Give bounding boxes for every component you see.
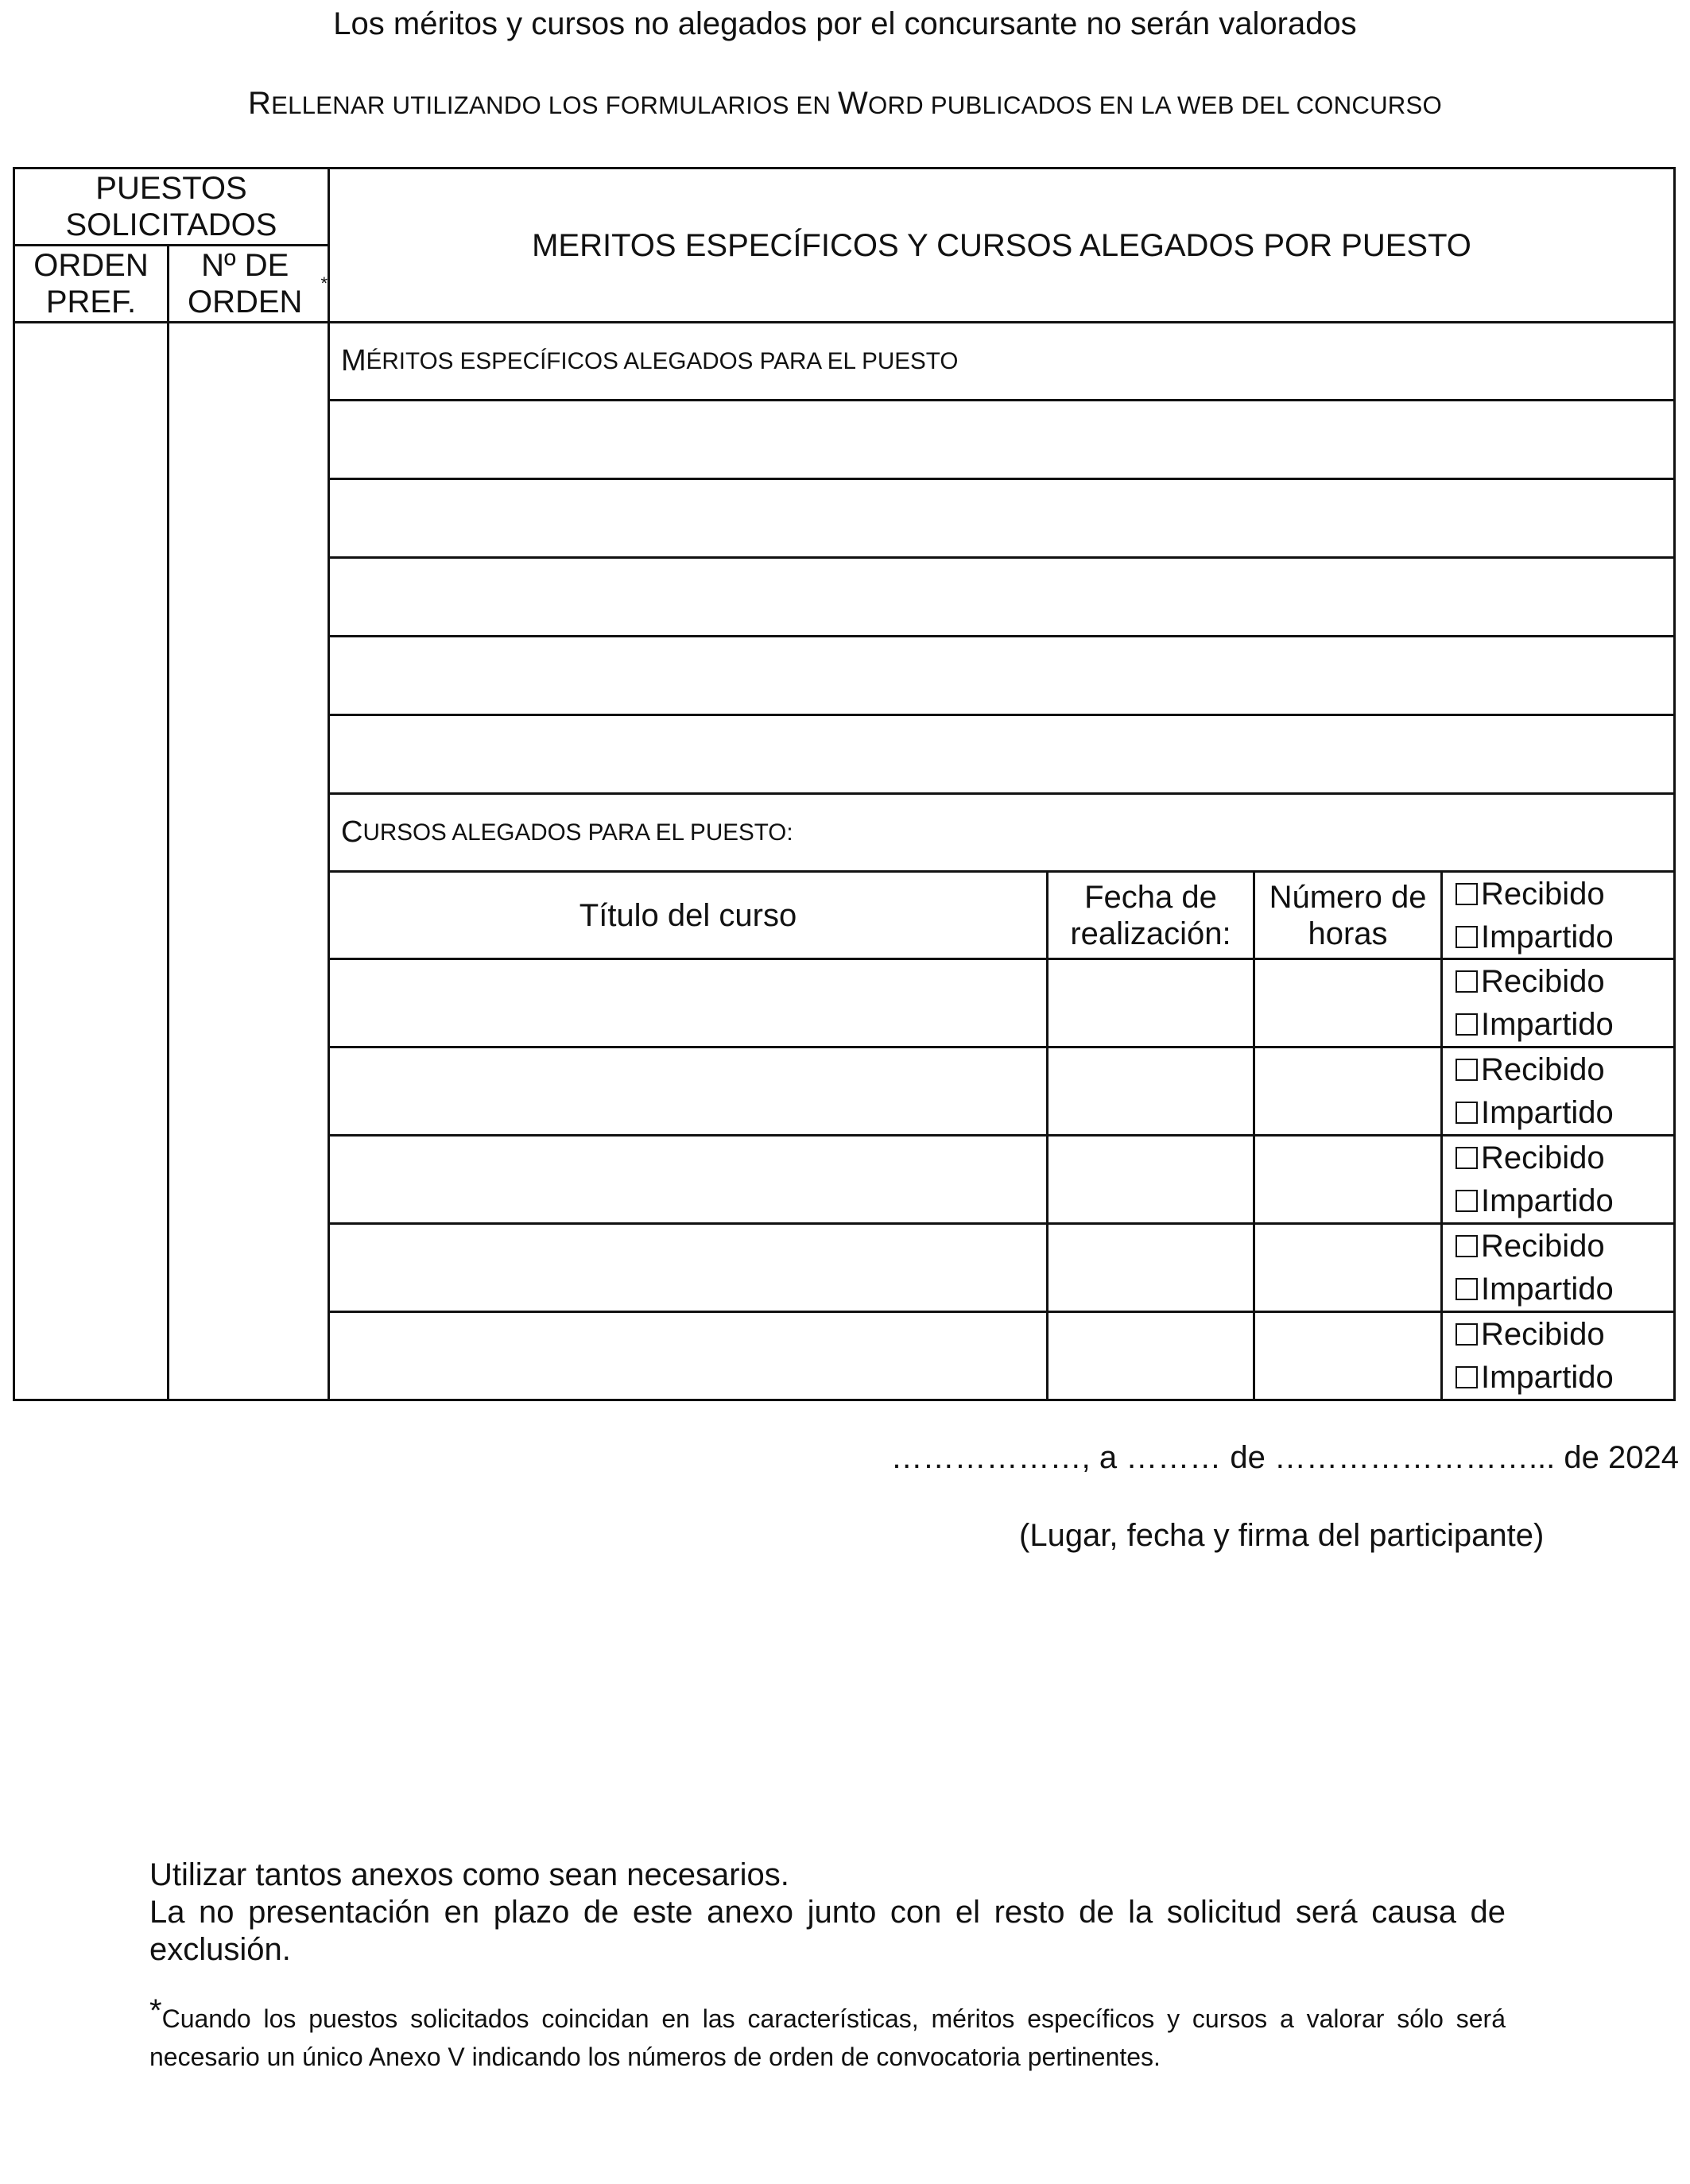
course-title-input[interactable]	[330, 1225, 1046, 1311]
footnote-text: Cuando los puestos solicitados coincidan en las características, méritos específicos y cursos a valorar sólo será necesario un único Anexo V indicando los números de orden de convocatoria pertinentes.	[149, 2004, 1506, 2071]
course-hours-input[interactable]	[1255, 1225, 1440, 1311]
checkbox-icon[interactable]	[1455, 1235, 1478, 1257]
course-check-cell	[1443, 1048, 1673, 1134]
note-exclusion: La no presentación en plazo de este anexo junto con el resto de la solicitud será causa de exclusión.	[149, 1895, 1506, 1967]
recibido-label: Recibido	[1481, 964, 1605, 999]
recibido-label: Recibido	[1481, 1052, 1605, 1087]
course-check-cell	[1443, 960, 1673, 1046]
course-check-cell	[1443, 1225, 1673, 1311]
meritos-label-rest: ÉRITOS ESPECÍFICOS ALEGADOS PARA EL PUESTO	[366, 347, 959, 374]
orden-pref-input[interactable]	[15, 323, 167, 1399]
cursos-label-rest: URSOS ALEGADOS PARA EL PUESTO:	[362, 819, 793, 846]
recibido-option[interactable]	[1455, 873, 1673, 916]
merit-row-input[interactable]	[330, 716, 1673, 792]
course-check-header	[1443, 873, 1673, 958]
puestos-solicitados-header: PUESTOS SOLICITADOS	[65, 171, 277, 242]
merit-row-input[interactable]	[330, 401, 1673, 478]
impartido-label: Impartido	[1481, 1360, 1614, 1395]
merits-form-table	[13, 167, 1676, 1401]
header-instructions-part: ELLENAR UTILIZANDO LOS FORMULARIOS EN	[271, 91, 839, 119]
course-check-cell	[1443, 1137, 1673, 1222]
header-instructions-part: W	[838, 86, 868, 121]
signature-caption: (Lugar, fecha y firma del participante)	[1019, 1518, 1545, 1553]
impartido-label: Impartido	[1481, 1095, 1614, 1130]
header-notice: Los méritos y cursos no alegados por el concursante no serán valorados	[333, 6, 1357, 41]
footnote-mark: *	[149, 1993, 162, 2028]
checkbox-icon[interactable]	[1455, 1190, 1478, 1212]
recibido-option[interactable]	[1455, 960, 1673, 1003]
course-date-input[interactable]	[1048, 1225, 1253, 1311]
checkbox-icon[interactable]	[1455, 1013, 1478, 1036]
num-orden-label: Nº DE ORDEN	[187, 248, 303, 319]
course-title-input[interactable]	[330, 960, 1046, 1046]
orden-pref-header: ORDEN PREF.	[33, 248, 149, 319]
checkbox-icon[interactable]	[1455, 883, 1478, 905]
checkbox-icon[interactable]	[1455, 1102, 1478, 1124]
merit-row-input[interactable]	[330, 559, 1673, 635]
course-check-cell	[1443, 1313, 1673, 1399]
cursos-label-initial: C	[341, 815, 363, 849]
footnote	[149, 1992, 1506, 2076]
impartido-option[interactable]	[1455, 1179, 1673, 1222]
course-hours-input[interactable]	[1255, 960, 1440, 1046]
course-date-input[interactable]	[1048, 1137, 1253, 1222]
num-orden-mark: *	[320, 273, 328, 293]
impartido-label: Impartido	[1481, 1007, 1614, 1042]
recibido-label: Recibido	[1481, 876, 1605, 912]
impartido-option[interactable]	[1455, 1091, 1673, 1134]
signature-date-line[interactable]: ………………, a ……… de ……………………... de 2024	[890, 1440, 1679, 1475]
meritos-section-label	[330, 323, 1673, 399]
course-title-header: Título del curso	[579, 897, 797, 933]
note-annexes: Utilizar tantos anexos como sean necesarios.	[149, 1857, 789, 1892]
impartido-option[interactable]	[1455, 1003, 1673, 1046]
impartido-option[interactable]	[1455, 1356, 1673, 1399]
table-border-right	[1673, 167, 1676, 1401]
course-title-input[interactable]	[330, 1137, 1046, 1222]
course-hours-input[interactable]	[1255, 1048, 1440, 1134]
impartido-label: Impartido	[1481, 1183, 1614, 1218]
impartido-option[interactable]	[1455, 1268, 1673, 1311]
checkbox-icon[interactable]	[1455, 1059, 1478, 1081]
recibido-label: Recibido	[1481, 1317, 1605, 1352]
main-header: MERITOS ESPECÍFICOS Y CURSOS ALEGADOS POR PUESTO	[532, 227, 1471, 263]
checkbox-icon[interactable]	[1455, 1147, 1478, 1169]
header-instructions-part: ORD PUBLICADOS EN LA WEB DEL CONCURSO	[868, 91, 1442, 119]
impartido-label: Impartido	[1481, 919, 1614, 955]
recibido-option[interactable]	[1455, 1225, 1673, 1268]
impartido-option[interactable]	[1455, 916, 1673, 958]
recibido-label: Recibido	[1481, 1229, 1605, 1264]
course-date-header: Fecha de realización:	[1070, 879, 1231, 951]
merit-row-input[interactable]	[330, 480, 1673, 556]
checkbox-icon[interactable]	[1455, 1323, 1478, 1346]
course-title-input[interactable]	[330, 1313, 1046, 1399]
impartido-label: Impartido	[1481, 1272, 1614, 1307]
num-orden-header	[169, 246, 328, 321]
cursos-section-label	[330, 795, 1673, 870]
course-date-input[interactable]	[1048, 1048, 1253, 1134]
num-orden-input[interactable]	[169, 323, 328, 1399]
recibido-option[interactable]	[1455, 1048, 1673, 1091]
course-hours-header: Número de horas	[1269, 879, 1427, 951]
course-title-input[interactable]	[330, 1048, 1046, 1134]
checkbox-icon[interactable]	[1455, 926, 1478, 948]
checkbox-icon[interactable]	[1455, 1278, 1478, 1300]
course-hours-input[interactable]	[1255, 1137, 1440, 1222]
notes-block	[149, 1857, 1506, 1969]
checkbox-icon[interactable]	[1455, 970, 1478, 993]
recibido-option[interactable]	[1455, 1313, 1673, 1356]
recibido-label: Recibido	[1481, 1140, 1605, 1175]
table-border-bottom	[13, 1399, 1676, 1401]
merit-row-input[interactable]	[330, 637, 1673, 714]
course-date-input[interactable]	[1048, 1313, 1253, 1399]
header-instructions	[0, 86, 1690, 122]
course-date-input[interactable]	[1048, 960, 1253, 1046]
meritos-label-initial: M	[341, 344, 366, 378]
recibido-option[interactable]	[1455, 1137, 1673, 1179]
header-instructions-part: R	[248, 86, 272, 121]
course-hours-input[interactable]	[1255, 1313, 1440, 1399]
checkbox-icon[interactable]	[1455, 1366, 1478, 1388]
